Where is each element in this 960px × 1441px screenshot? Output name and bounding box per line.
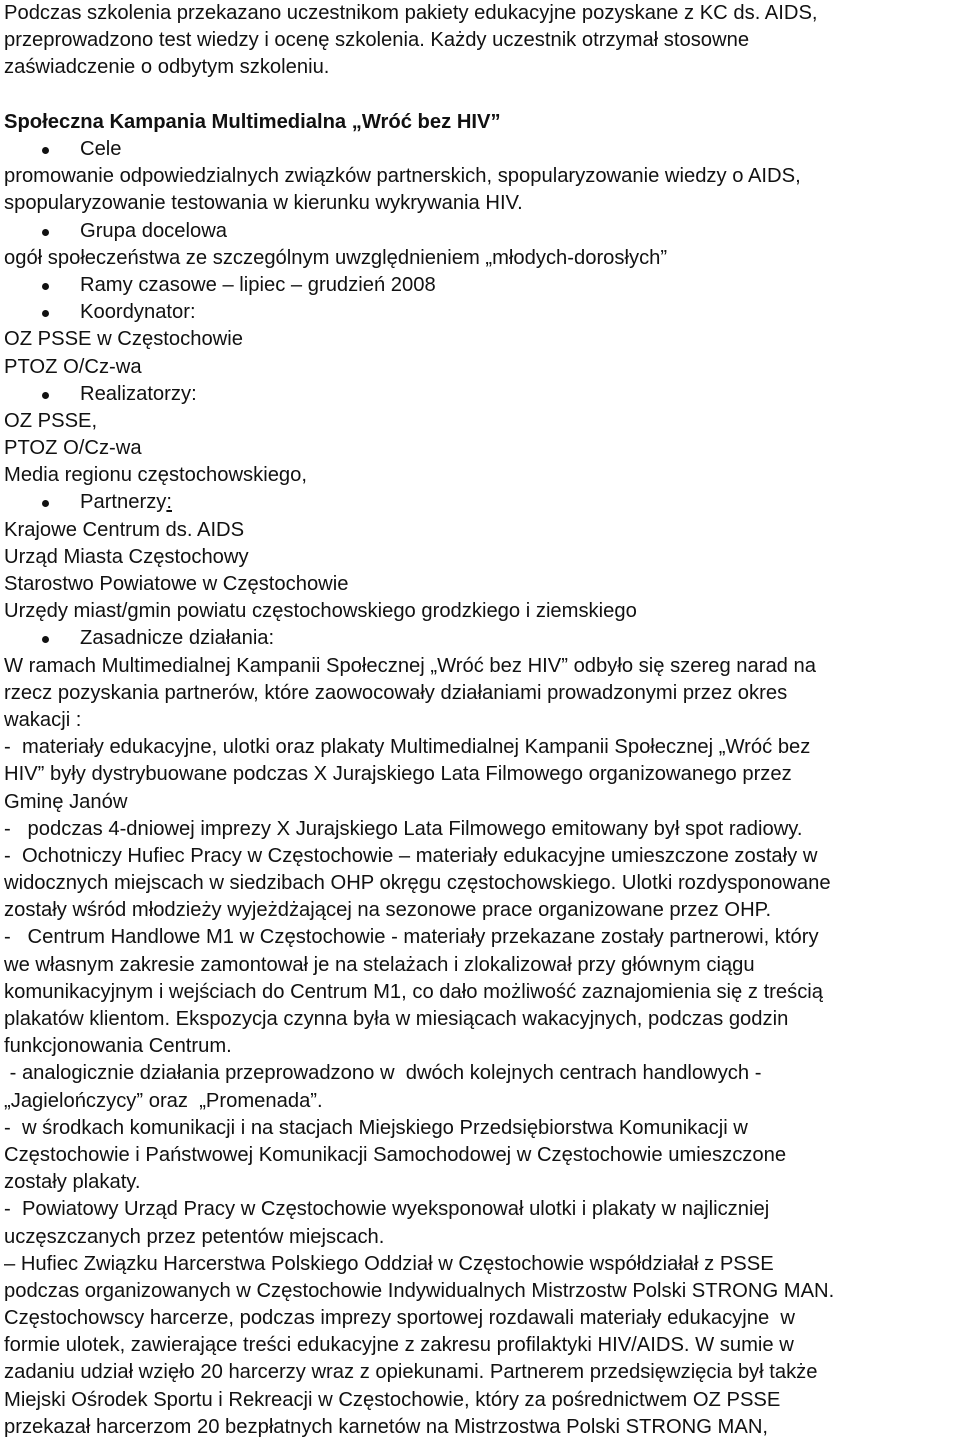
text-line: komunikacyjnym i wejściach do Centrum M1, co dało możliwość zaznajomienia się z treścią xyxy=(4,980,824,1003)
text-line: ogół społeczeństwa ze szczególnym uwzględnieniem „młodych-dorosłych” xyxy=(4,246,668,269)
text-line: Urzędy miast/gmin powiatu częstochowskiego grodzkiego i ziemskiego xyxy=(4,600,637,623)
text-line: rzecz pozyskania partnerów, które zaowocowały działaniami prowadzonymi przez okres xyxy=(4,681,788,704)
text-line: wakacji : xyxy=(4,708,82,731)
bullet-actions xyxy=(4,625,960,652)
text-line: Starostwo Powiatowe w Częstochowie xyxy=(4,573,349,596)
bullet-icon xyxy=(4,272,80,299)
blank-line xyxy=(4,82,960,109)
bullet-heading: Ramy czasowe – lipiec – grudzień 2008 xyxy=(80,273,436,296)
text-line: „Jagielończycy” oraz „Promenada”. xyxy=(4,1089,323,1112)
bullet-partners xyxy=(4,489,960,516)
text-line: Miejski Ośrodek Sportu i Rekreacji w Częstochowie, który za pośrednictwem OZ PSSE xyxy=(4,1388,781,1411)
text-line: przekazał harcerzom 20 bezpłatnych karnetów na Mistrzostwa Polski STRONG MAN, xyxy=(4,1415,769,1438)
bullet-icon xyxy=(4,381,80,408)
bullet-heading: Realizatorzy: xyxy=(80,382,197,405)
text-line: - Powiatowy Urząd Pracy w Częstochowie wyeksponował ulotki i plakaty w najliczniej xyxy=(4,1198,770,1221)
bullet-timeframe xyxy=(4,272,960,299)
bullet-icon xyxy=(4,299,80,326)
text-line: OZ PSSE w Częstochowie xyxy=(4,328,243,351)
text-line: zostały plakaty. xyxy=(4,1171,141,1194)
bullet-heading: Cele xyxy=(80,137,122,160)
bullet-target-group xyxy=(4,218,960,245)
bullet-heading: Zasadnicze działania: xyxy=(80,627,275,650)
text-line: zostały wśród młodzieży wyjeżdżającej na sezonowe prace organizowane przez OHP. xyxy=(4,899,772,922)
text-line: Krajowe Centrum ds. AIDS xyxy=(4,518,245,541)
bullet-heading xyxy=(80,489,172,516)
text-line: zadaniu udział wzięło 20 harcerzy wraz z opiekunami. Partnerem przedsięwzięcia był także xyxy=(4,1361,818,1384)
text-line: Urząd Miasta Częstochowy xyxy=(4,545,249,568)
text-line: funkcjonowania Centrum. xyxy=(4,1035,232,1058)
bullet-icon xyxy=(4,625,80,652)
text-line: formie ulotek, zawierające treści edukacyjne z zakresu profilaktyki HIV/AIDS. W sumie w xyxy=(4,1334,794,1357)
text-line: widocznych miejscach w siedzibach OHP okręgu częstochowskiego. Ulotki rozdysponowane xyxy=(4,872,831,895)
text-line: przeprowadzono test wiedzy i ocenę szkolenia. Każdy uczestnik otrzymał stosowne xyxy=(4,29,750,52)
partners-heading-colon: : xyxy=(166,491,172,514)
intro-paragraph xyxy=(4,0,960,82)
bullet-icon xyxy=(4,136,80,163)
text-line: PTOZ O/Cz-wa xyxy=(4,437,142,460)
text-line: - analogicznie działania przeprowadzono w dwóch kolejnych centrach handlowych - xyxy=(4,1062,762,1085)
text-line: - Centrum Handlowe M1 w Częstochowie - materiały przekazane zostały partnerowi, który xyxy=(4,926,819,949)
text-line: - w środkach komunikacji i na stacjach Miejskiego Przedsiębiorstwa Komunikacji w xyxy=(4,1116,748,1139)
text-line: - materiały edukacyjne, ulotki oraz plakaty Multimedialnej Kampanii Społecznej „Wróć bez xyxy=(4,736,811,759)
text-line: uczęszczanych przez petentów miejscach. xyxy=(4,1225,385,1248)
text-line: we własnym zakresie zamontował je na stelażach i zlokalizował przy głównym ciągu xyxy=(4,953,755,976)
bullet-icon xyxy=(4,218,80,245)
text-line: - Ochotniczy Hufiec Pracy w Częstochowie – materiały edukacyjne umieszczone zostały w xyxy=(4,844,818,867)
text-line: - podczas 4-dniowej imprezy X Jurajskiego Lata Filmowego emitowany był spot radiowy. xyxy=(4,817,803,840)
text-line: OZ PSSE, xyxy=(4,409,98,432)
text-line: Podczas szkolenia przekazano uczestnikom pakiety edukacyjne pozyskane z KC ds. AIDS, xyxy=(4,2,818,24)
bullet-heading: Koordynator: xyxy=(80,301,196,324)
document-page xyxy=(4,0,960,1441)
text-line: plakatów klientom. Ekspozycja czynna była w miesiącach wakacyjnych, podczas godzin xyxy=(4,1008,789,1031)
text-line: podczas organizowanych w Częstochowie Indywidualnych Mistrzostw Polski STRONG MAN. xyxy=(4,1279,835,1302)
text-line: HIV” były dystrybuowane podczas X Jurajskiego Lata Filmowego organizowanego przez xyxy=(4,763,792,786)
text-line: spopularyzowanie testowania w kierunku wykrywania HIV. xyxy=(4,192,523,215)
text-line: – Hufiec Związku Harcerstwa Polskiego Oddział w Częstochowie współdziałał z PSSE xyxy=(4,1252,774,1275)
bullet-heading: Grupa docelowa xyxy=(80,219,228,242)
actions-body xyxy=(4,653,960,1441)
text-line: zaświadczenie o odbytym szkoleniu. xyxy=(4,56,330,79)
bullet-implementers xyxy=(4,381,960,408)
text-line: Media regionu częstochowskiego, xyxy=(4,464,307,487)
bullet-coordinator xyxy=(4,299,960,326)
campaign-title: Społeczna Kampania Multimedialna „Wróć bez HIV” xyxy=(4,110,501,133)
text-line: PTOZ O/Cz-wa xyxy=(4,355,142,378)
partners-heading-text: Partnerzy xyxy=(80,491,167,514)
bullet-icon xyxy=(4,489,80,516)
text-line: promowanie odpowiedzialnych związków partnerskich, spopularyzowanie wiedzy o AIDS, xyxy=(4,165,801,188)
bullet-goals xyxy=(4,136,960,163)
text-line: W ramach Multimedialnej Kampanii Społecznej „Wróć bez HIV” odbyło się szereg narad na xyxy=(4,654,816,677)
text-line: Częstochowie i Państwowej Komunikacji Samochodowej w Częstochowie umieszczone xyxy=(4,1143,787,1166)
text-line: Gminę Janów xyxy=(4,790,128,813)
text-line: Częstochowscy harcerze, podczas imprezy sportowej rozdawali materiały edukacyjne w xyxy=(4,1307,795,1330)
